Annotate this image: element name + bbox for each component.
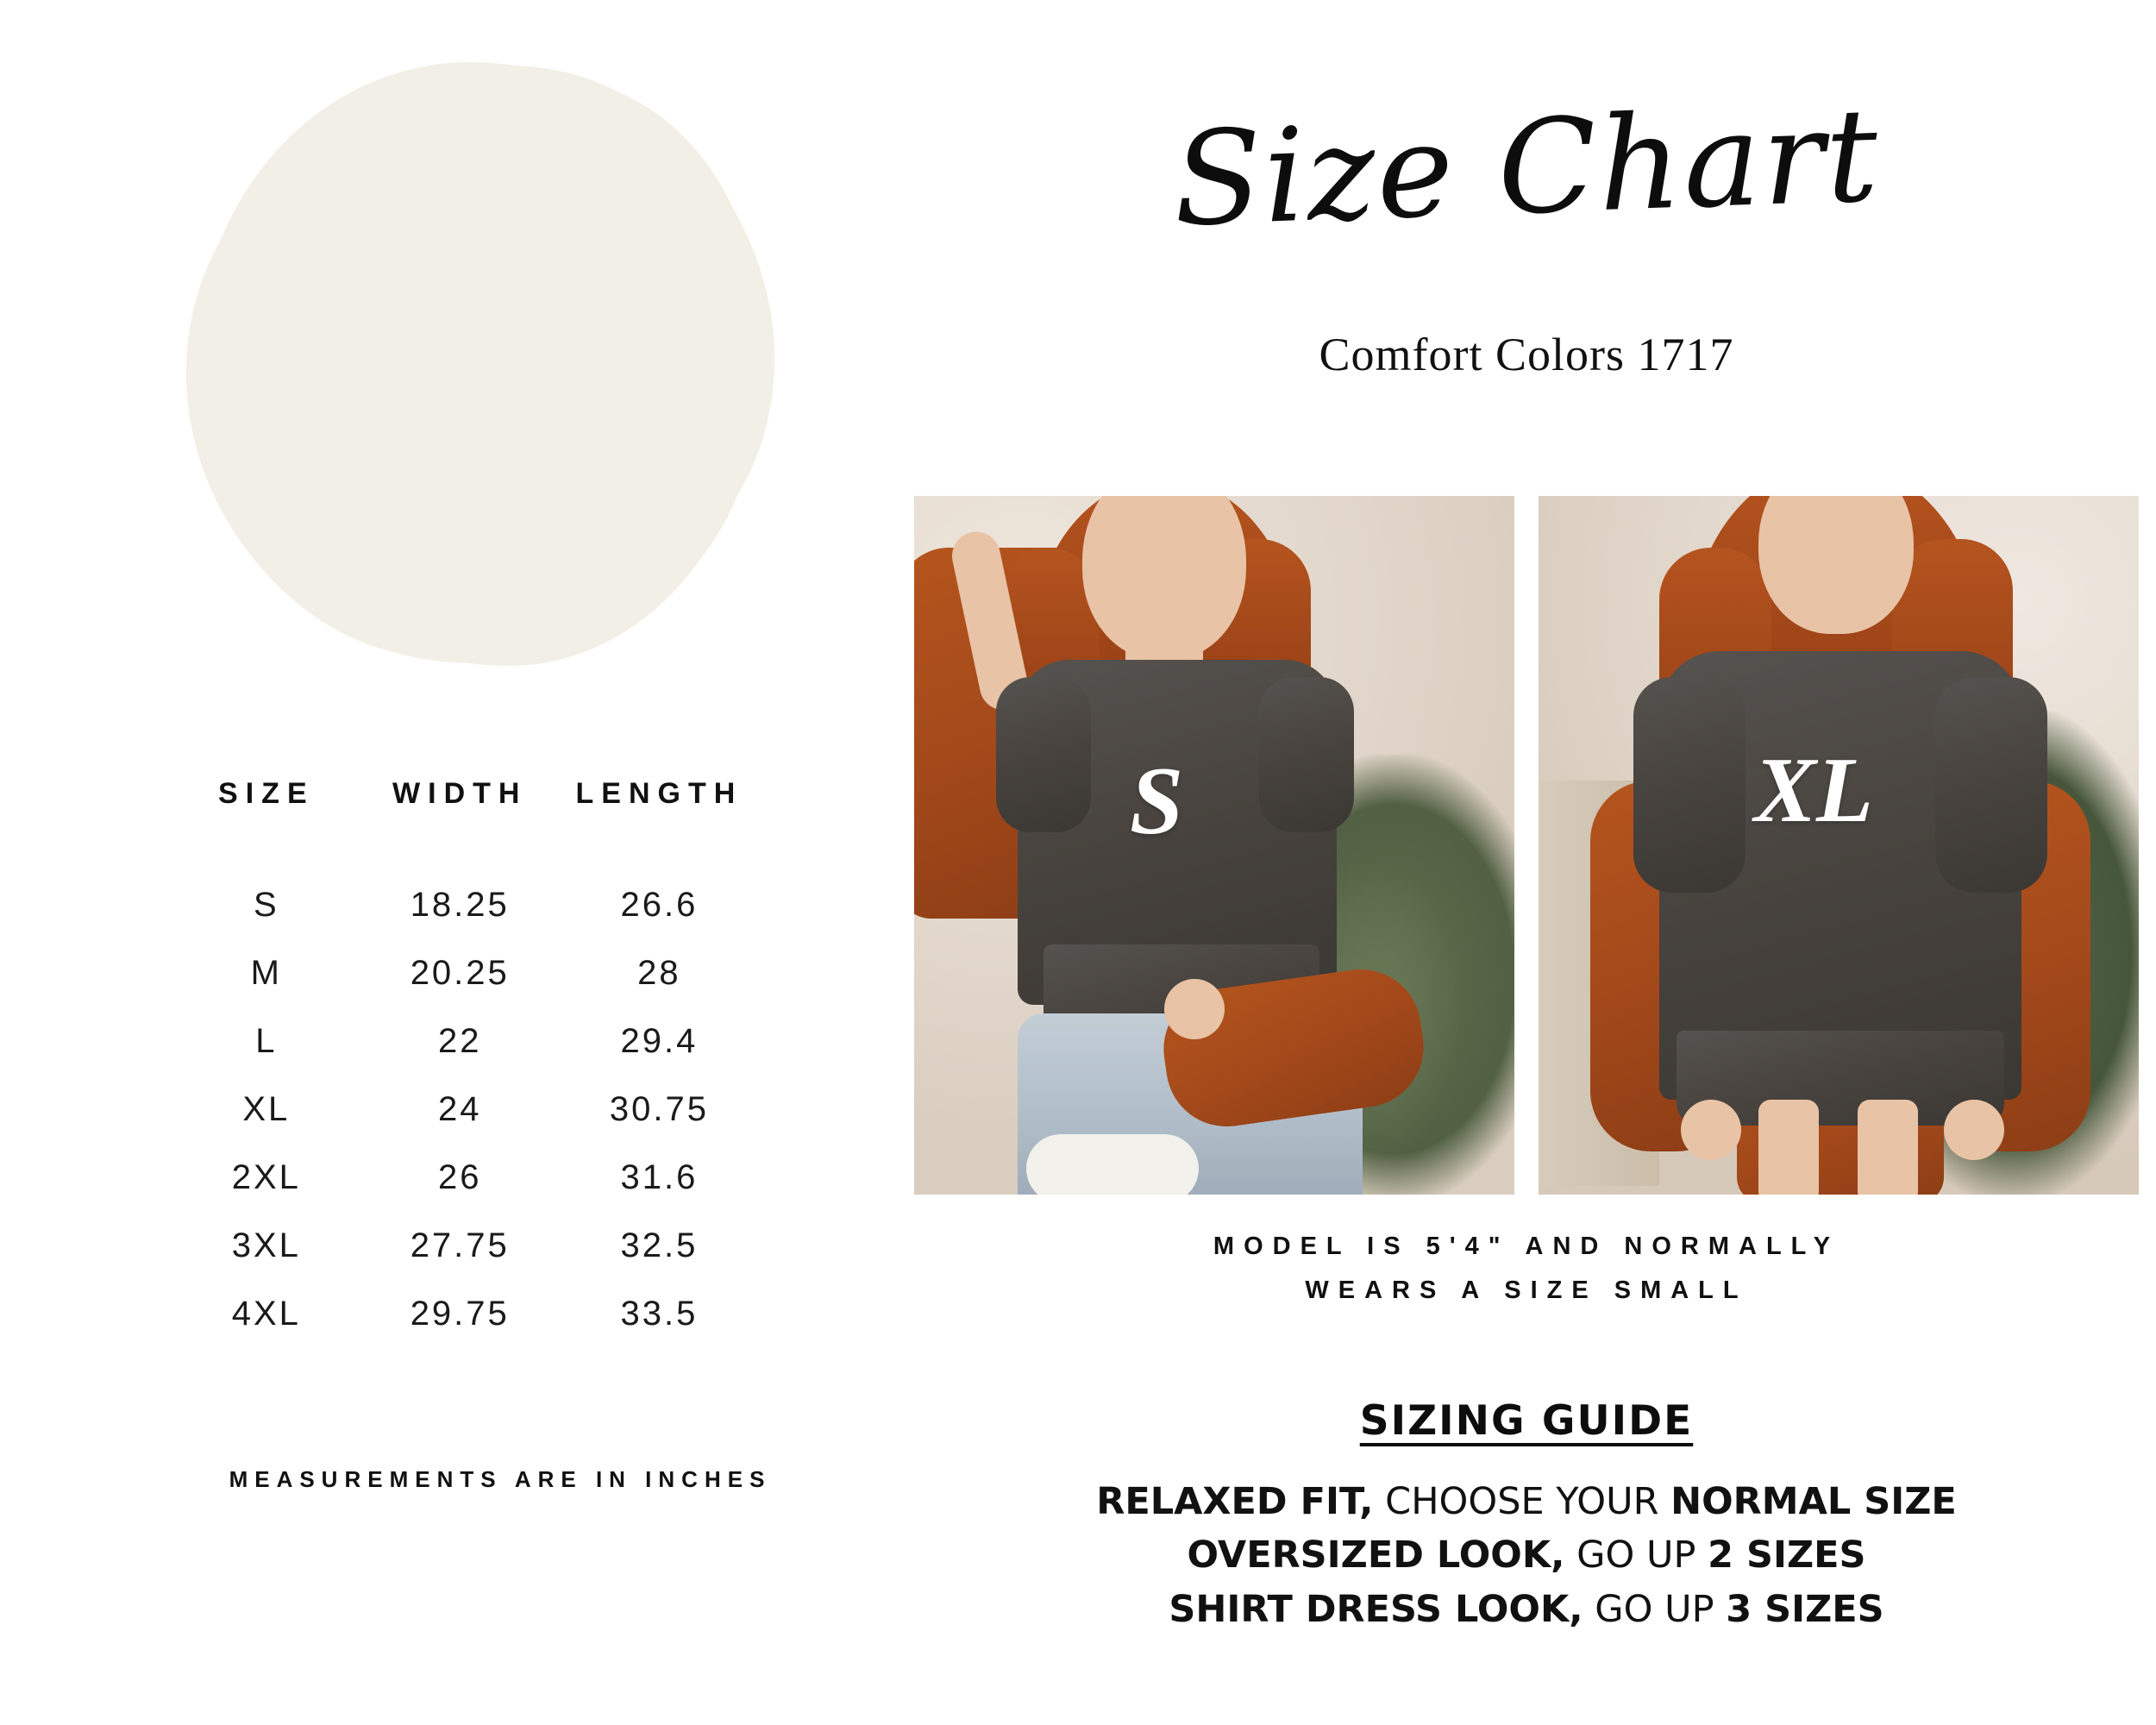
- hand-shape: [1681, 1100, 1741, 1160]
- size-label-small: S: [1130, 748, 1184, 855]
- table-row: [172, 1212, 759, 1280]
- column-header-width: WIDTH: [392, 777, 528, 810]
- cell-width: 29.75: [410, 1295, 510, 1333]
- cell-size: 4XL: [231, 1295, 301, 1333]
- cell-length: 26.6: [620, 886, 699, 924]
- cell-size: 3XL: [231, 1226, 301, 1264]
- guide-1-b: CHOOSE YOUR: [1385, 1480, 1659, 1523]
- right-panel: [897, 0, 2156, 1725]
- guide-1-c: NORMAL SIZE: [1670, 1480, 1957, 1523]
- column-header-size: SIZE: [218, 777, 315, 810]
- sizing-guide-line-3: [897, 1583, 2156, 1636]
- tshirt-sleeve-shape: [1935, 677, 2047, 893]
- sizing-guide-title: SIZING GUIDE: [1359, 1397, 1694, 1445]
- sizing-guide-line-2: [897, 1528, 2156, 1582]
- cell-length: 32.5: [620, 1226, 699, 1264]
- cell-width: 18.25: [410, 886, 510, 924]
- sizing-guide-line-1: [897, 1475, 2156, 1528]
- size-table: [172, 776, 759, 1348]
- table-header-row: [172, 776, 759, 871]
- guide-3-a: SHIRT DRESS LOOK,: [1169, 1587, 1583, 1631]
- model-note-line-1: MODEL IS 5'4" AND NORMALLY: [1213, 1233, 1840, 1260]
- cell-width: 24: [438, 1090, 482, 1128]
- guide-3-b: GO UP: [1595, 1587, 1714, 1631]
- table-row: [172, 1076, 759, 1144]
- guide-2-c: 2 SIZES: [1708, 1534, 1866, 1578]
- model-height-note: [949, 1225, 2104, 1313]
- cell-size: 2XL: [231, 1158, 301, 1196]
- model-photo-xl: [1539, 496, 2139, 1195]
- left-panel: [0, 0, 897, 1725]
- cell-size: M: [250, 954, 282, 992]
- table-row: [172, 1007, 759, 1076]
- cell-size: S: [253, 886, 279, 924]
- hand-shape: [1944, 1100, 2004, 1160]
- cell-width: 22: [438, 1022, 482, 1060]
- model-photo-small: [914, 496, 1514, 1195]
- size-label-xl: XL: [1754, 739, 1874, 842]
- column-header-length: LENGTH: [575, 777, 743, 810]
- page-subtitle: Comfort Colors 1717: [1319, 329, 1734, 380]
- cell-length: 33.5: [620, 1295, 699, 1333]
- table-row: [172, 1144, 759, 1212]
- shoe-shape: [1026, 1134, 1199, 1195]
- table-row: [172, 939, 759, 1007]
- cell-width: 26: [438, 1158, 482, 1196]
- cell-width: 20.25: [410, 954, 510, 992]
- model-note-line-2: WEARS A SIZE SMALL: [1305, 1276, 1748, 1304]
- tshirt-sleeve-shape: [996, 677, 1091, 832]
- leg-shape: [1758, 1100, 1819, 1195]
- cell-size: XL: [242, 1090, 291, 1128]
- guide-1-a: RELAXED FIT,: [1096, 1480, 1374, 1523]
- size-table-container: [172, 776, 759, 1348]
- table-row: [172, 871, 759, 939]
- sizing-guide-lines: [897, 1475, 2156, 1636]
- cell-length: 28: [637, 954, 681, 992]
- table-row: [172, 1280, 759, 1348]
- decorative-scalloped-shape: [197, 62, 766, 666]
- leg-shape: [1858, 1100, 1918, 1195]
- tshirt-sleeve-shape: [1259, 677, 1354, 832]
- model-photos: [914, 496, 2139, 1195]
- guide-3-c: 3 SIZES: [1726, 1587, 1884, 1631]
- measurements-note: MEASUREMENTS ARE IN INCHES: [229, 1466, 772, 1492]
- cell-size: L: [255, 1022, 278, 1060]
- tshirt-sleeve-shape: [1633, 677, 1745, 893]
- hand-shape: [1164, 979, 1225, 1039]
- cell-length: 30.75: [609, 1090, 709, 1128]
- guide-2-a: OVERSIZED LOOK,: [1187, 1534, 1565, 1578]
- cell-length: 29.4: [620, 1022, 699, 1060]
- cell-length: 31.6: [620, 1158, 699, 1196]
- cell-width: 27.75: [410, 1226, 510, 1264]
- guide-2-b: GO UP: [1576, 1534, 1696, 1578]
- page-title: Size Chart: [1170, 80, 1883, 256]
